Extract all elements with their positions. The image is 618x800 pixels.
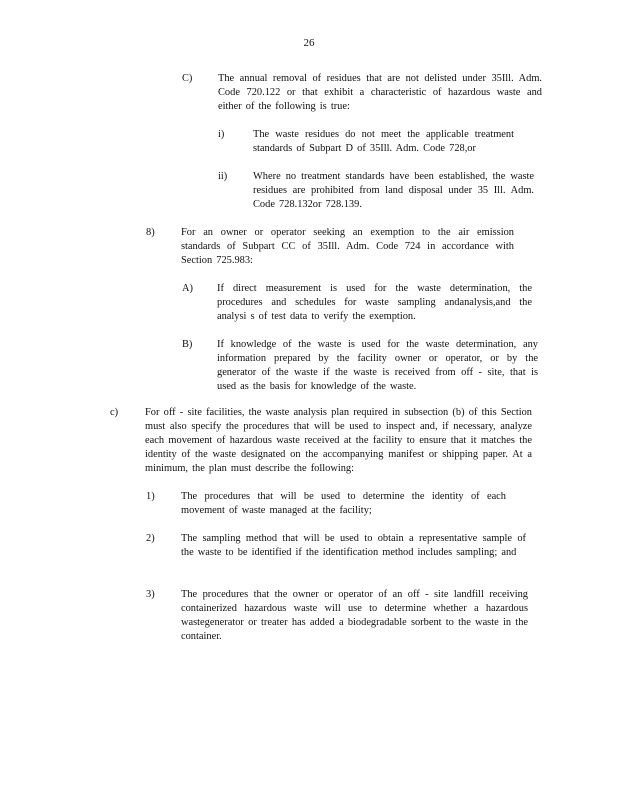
clause-label: ii) [218,171,228,182]
clause-label: C) [182,73,193,84]
page-number: 26 [303,37,315,49]
clause-text: The waste residues do not meet the applicable treatment standards of Subpart D of 35Ill. Adm. Code 728,or [253,129,514,154]
clause-label: i) [218,129,225,140]
clause-text: If direct measurement is used for the waste determination, the procedures and schedules for waste sampling andanalysis,and the analysi s of test data to verify the exemption. [217,283,532,322]
clause-text: The sampling method that will be used to obtain a representative sample of the waste to be identified if the identification method includes sampling; and [181,533,526,558]
clause-label: 3) [146,589,155,600]
clause-text: Where no treatment standards have been established, the waste residues are prohibited from land disposal under 35 Ill. Adm. Code 728.132or 728.139. [253,171,534,210]
clause-text: For an owner or operator seeking an exemption to the air emission standards of Subpart CC of 35Ill. Adm. Code 724 in accordance with Section 725.983: [181,227,514,266]
clause-label: 8) [146,227,155,238]
clause-label: B) [182,339,193,350]
clause-text: The procedures that will be used to determine the identity of each movement of waste managed at the facility; [181,491,506,516]
clause-label: A) [182,283,193,294]
clause-text: The procedures that the owner or operator of an off - site landfill receiving containerized hazardous waste will use to determine whether a hazardous wastegenerator or treater has added a biodegradable sorbent to the waste in the container. [181,589,528,642]
clause-label: 2) [146,533,155,544]
clause-text: For off - site facilities, the waste analysis plan required in subsection (b) of this Section must also specify the procedures that will be used to inspect and, if necessary, analyze each movement of hazardous waste received at the facility to ensure that it matches the identity of the waste designated on the accompanying manifest or shipping paper. At a minimum, the plan must describe the following: [145,407,532,474]
clause-label: c) [110,407,119,418]
clause-label: 1) [146,491,155,502]
clause-text: The annual removal of residues that are not delisted under 35Ill. Adm. Code 720.122 or that exhibit a characteristic of hazardous waste and either of the following is true: [218,73,542,112]
clause-text: If knowledge of the waste is used for the waste determination, any information prepared by the facility owner or operator, or by the generator of the waste if the waste is received from off - site, that is used as the basis for knowledge of the waste. [217,339,538,392]
